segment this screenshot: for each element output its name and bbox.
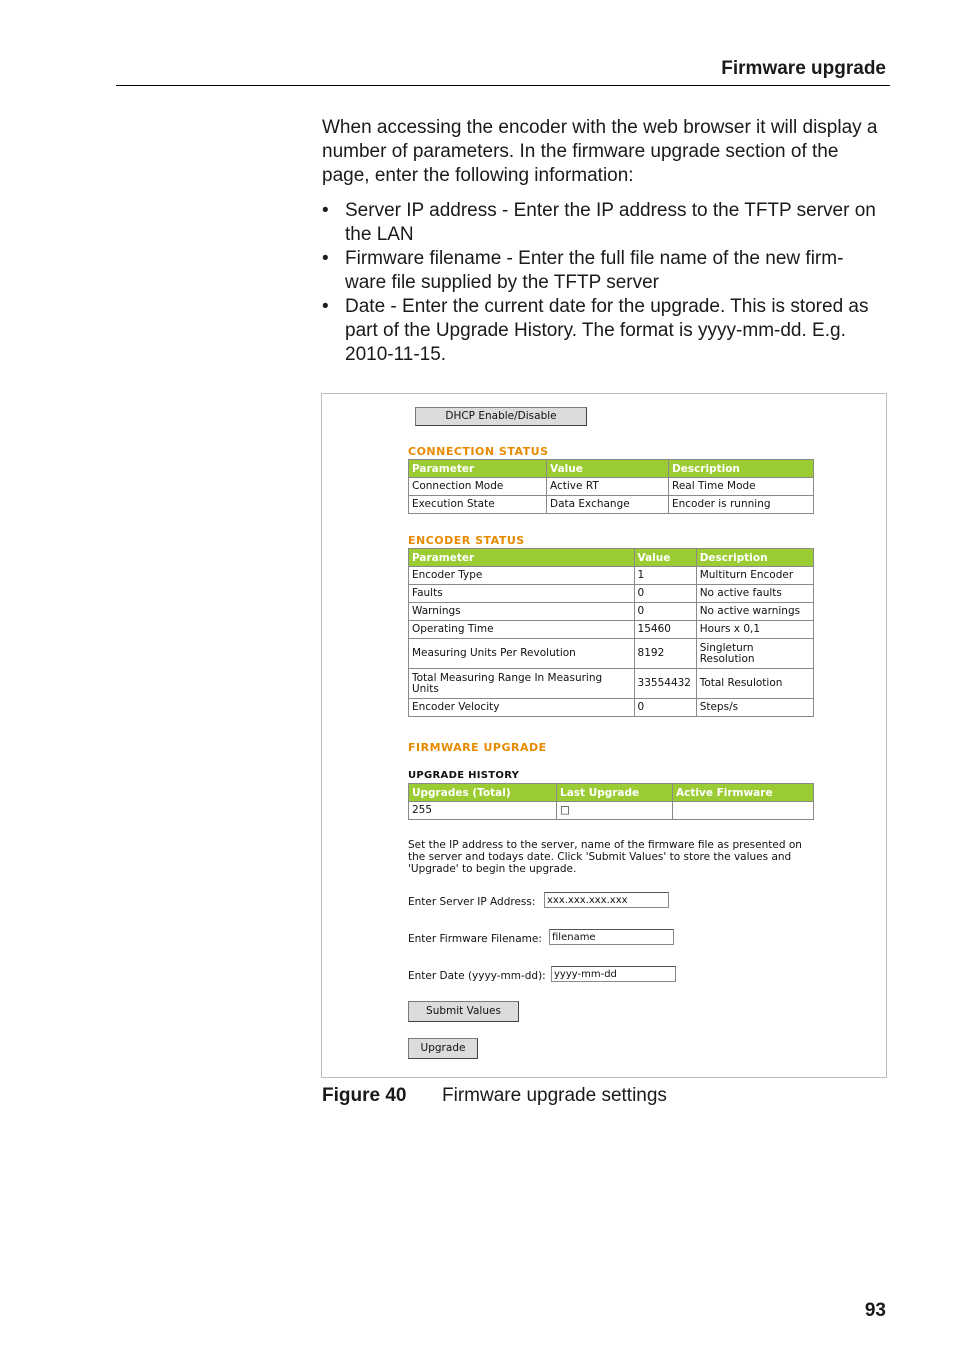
table-cell: 0 bbox=[634, 585, 696, 603]
column-header: Value bbox=[547, 460, 669, 478]
table-row bbox=[409, 639, 814, 669]
table-row bbox=[409, 478, 814, 496]
firmware-upgrade-screenshot bbox=[321, 393, 887, 1078]
table-cell: No active faults bbox=[696, 585, 813, 603]
table-header-row bbox=[409, 460, 814, 478]
upgrade-instructions: Set the IP address to the server, name of the firmware file as presented on the server and todays date. Click 'Submit Values' to store the values and 'Upgrade' to begin the upgrade. bbox=[408, 839, 802, 875]
encoder-status-title: ENCODER STATUS bbox=[408, 534, 525, 547]
column-header: Active Firmware bbox=[673, 784, 814, 802]
column-header: Parameter bbox=[409, 549, 635, 567]
server-ip-input[interactable] bbox=[544, 892, 669, 908]
figure-title: Firmware upgrade settings bbox=[442, 1085, 667, 1106]
table-cell: Multiturn Encoder bbox=[696, 567, 813, 585]
table-cell: 0 bbox=[634, 603, 696, 621]
server-ip-label: Enter Server IP Address: bbox=[408, 896, 536, 908]
intro-paragraph: When accessing the encoder with the web browser it will display a number of parameters. In the firmware upgrade section of the page, enter the following information: bbox=[322, 117, 878, 186]
table-header-row bbox=[409, 784, 814, 802]
table-cell: 1 bbox=[634, 567, 696, 585]
table-cell: Measuring Units Per Revolution bbox=[409, 639, 635, 669]
instruction-list bbox=[322, 199, 882, 367]
table-cell: Faults bbox=[409, 585, 635, 603]
table-cell: Data Exchange bbox=[547, 496, 669, 514]
table-cell: Encoder Velocity bbox=[409, 699, 635, 717]
table-row bbox=[409, 621, 814, 639]
table-row bbox=[409, 699, 814, 717]
table-cell: Connection Mode bbox=[409, 478, 547, 496]
table-row bbox=[409, 585, 814, 603]
date-input[interactable] bbox=[551, 966, 676, 982]
column-header: Parameter bbox=[409, 460, 547, 478]
upgrade-history-table bbox=[408, 783, 814, 820]
table-cell: 15460 bbox=[634, 621, 696, 639]
table-row bbox=[409, 567, 814, 585]
firmware-upgrade-title: FIRMWARE UPGRADE bbox=[408, 741, 547, 754]
table-cell: No active warnings bbox=[696, 603, 813, 621]
table-cell: Encoder is running bbox=[669, 496, 814, 514]
firmware-filename-input[interactable] bbox=[549, 929, 674, 945]
table-cell: □ bbox=[557, 802, 673, 820]
column-header: Upgrades (Total) bbox=[409, 784, 557, 802]
figure-caption bbox=[322, 1085, 667, 1107]
table-row bbox=[409, 669, 814, 699]
table-cell: 0 bbox=[634, 699, 696, 717]
table-row bbox=[409, 496, 814, 514]
table-cell: Total Resulotion bbox=[696, 669, 813, 699]
list-item: • Firmware filename - Enter the full file name of the new firm-ware file supplied by the TFTP server bbox=[322, 247, 882, 295]
table-cell: Active RT bbox=[547, 478, 669, 496]
submit-values-button[interactable]: Submit Values bbox=[408, 1001, 519, 1022]
table-cell: Warnings bbox=[409, 603, 635, 621]
column-header: Description bbox=[669, 460, 814, 478]
table-cell bbox=[673, 802, 814, 820]
table-cell: Encoder Type bbox=[409, 567, 635, 585]
table-cell: Real Time Mode bbox=[669, 478, 814, 496]
connection-status-title: CONNECTION STATUS bbox=[408, 445, 549, 458]
upgrade-history-title: UPGRADE HISTORY bbox=[408, 770, 520, 781]
page-number: 93 bbox=[864, 1300, 886, 1321]
table-row bbox=[409, 603, 814, 621]
table-cell: 255 bbox=[409, 802, 557, 820]
upgrade-button[interactable]: Upgrade bbox=[408, 1038, 478, 1059]
table-cell: Execution State bbox=[409, 496, 547, 514]
figure-number: Figure 40 bbox=[322, 1085, 407, 1106]
connection-status-table bbox=[408, 459, 814, 514]
table-cell: Total Measuring Range In Measuring Units bbox=[409, 669, 635, 699]
page-header-title: Firmware upgrade bbox=[721, 58, 886, 79]
table-row bbox=[409, 802, 814, 820]
table-cell: 8192 bbox=[634, 639, 696, 669]
header-rule bbox=[116, 85, 890, 86]
date-label: Enter Date (yyyy-mm-dd): bbox=[408, 970, 546, 982]
column-header: Description bbox=[696, 549, 813, 567]
table-cell: Singleturn Resolution bbox=[696, 639, 813, 669]
table-cell: Operating Time bbox=[409, 621, 635, 639]
firmware-filename-label: Enter Firmware Filename: bbox=[408, 933, 542, 945]
encoder-status-table bbox=[408, 548, 814, 717]
table-cell: Steps/s bbox=[696, 699, 813, 717]
list-item: • Server IP address - Enter the IP address to the TFTP server on the LAN bbox=[322, 199, 882, 247]
table-header-row bbox=[409, 549, 814, 567]
column-header: Last Upgrade bbox=[557, 784, 673, 802]
table-cell: 33554432 bbox=[634, 669, 696, 699]
column-header: Value bbox=[634, 549, 696, 567]
dhcp-toggle-button[interactable]: DHCP Enable/Disable bbox=[415, 407, 587, 426]
table-cell: Hours x 0,1 bbox=[696, 621, 813, 639]
list-item: • Date - Enter the current date for the upgrade. This is stored as part of the Upgrade History. The format is yyyy-mm-dd. E.g. 2010-11-15. bbox=[322, 295, 882, 367]
